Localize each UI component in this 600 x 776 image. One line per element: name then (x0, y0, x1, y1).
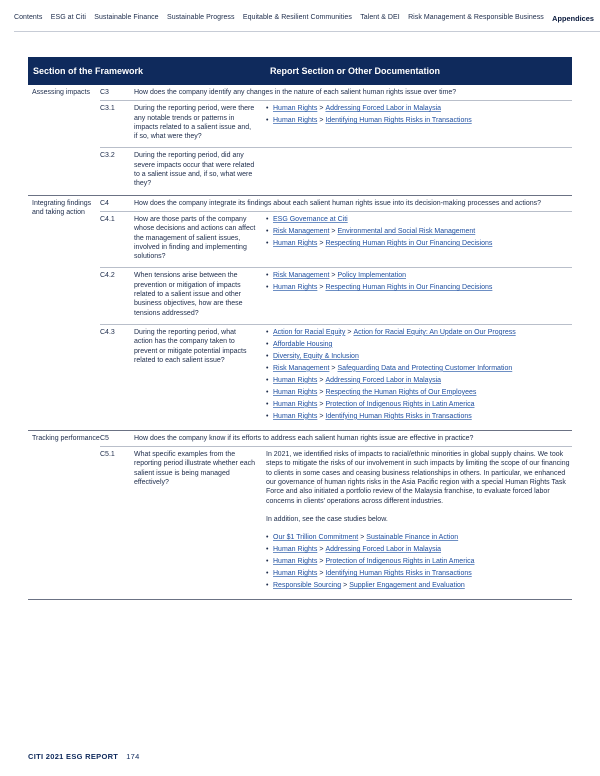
question-code: C3 (100, 89, 109, 96)
sub-question-row (100, 148, 572, 194)
question-code: C5 (100, 434, 109, 442)
sub-question-row (100, 101, 572, 148)
reference-link[interactable]: Respecting the Human Rights of Our Employees (325, 388, 477, 396)
reference-link[interactable]: Sustainable Finance in Action (366, 534, 459, 542)
reference-link[interactable]: Human Rights (273, 239, 318, 247)
sub-question-row (100, 268, 572, 324)
sub-question-code: C4.2 (100, 272, 115, 280)
reference-link[interactable]: Identifying Human Rights Risks in Transactions (325, 117, 472, 125)
reference-link[interactable]: Policy Implementation (337, 272, 406, 280)
reference-link[interactable]: Addressing Forced Labor in Malaysia (325, 546, 442, 554)
table-header (28, 57, 572, 85)
section-question-row (100, 196, 572, 212)
chevron-right-icon: > (331, 272, 336, 280)
reference-link[interactable]: Human Rights (273, 117, 318, 125)
reference-item (266, 215, 572, 224)
reference-item (266, 271, 572, 280)
reference-link[interactable]: Addressing Forced Labor in Malaysia (325, 105, 442, 113)
nav-item[interactable]: Sustainable Progress (166, 14, 235, 21)
chevron-right-icon: > (360, 534, 365, 542)
reference-item (266, 400, 572, 409)
report-references (260, 271, 572, 317)
reference-item (266, 328, 572, 337)
reference-link[interactable]: Human Rights (273, 105, 318, 113)
header-report-section: Report Section or Other Documentation (270, 66, 441, 76)
chevron-right-icon: > (319, 284, 324, 292)
reference-list (266, 328, 572, 421)
reference-list (266, 215, 572, 248)
section-question-row (100, 431, 572, 447)
reference-item (266, 116, 572, 125)
sub-question-row (100, 447, 572, 599)
section-label: Tracking performance (32, 434, 100, 442)
framework-section (28, 196, 572, 431)
reference-link[interactable]: Identifying Human Rights Risks in Transactions (325, 570, 472, 578)
chevron-right-icon: > (319, 105, 324, 113)
nav-divider (14, 31, 600, 32)
framework-table (28, 85, 572, 600)
reference-item (266, 364, 572, 373)
reference-item (266, 352, 572, 361)
chevron-right-icon: > (319, 376, 324, 384)
reference-link[interactable]: Our $1 Trillion Commitment (273, 534, 359, 542)
nav-item[interactable]: Sustainable Finance (94, 14, 159, 21)
page-footer (28, 752, 140, 761)
sub-question-code: C5.1 (100, 451, 115, 459)
reference-item (266, 104, 572, 113)
reference-item (266, 545, 572, 554)
reference-item (266, 569, 572, 578)
report-references (260, 215, 572, 261)
reference-item (266, 376, 572, 385)
sub-question-text: During the reporting period, did any severe impacts occur that were related to a salient issue and, if so, what were they? (134, 152, 255, 188)
reference-item (266, 283, 572, 292)
reference-link[interactable]: Human Rights (273, 376, 318, 384)
reference-link[interactable]: Responsible Sourcing (273, 582, 342, 590)
sub-question-text: During the reporting period, were there any notable trends or patterns in impacts related to a salient issue and, if so, what were they? (134, 105, 255, 141)
reference-item (266, 239, 572, 248)
reference-link[interactable]: Safeguarding Data and Protecting Customer Information (337, 364, 513, 372)
framework-section (28, 431, 572, 600)
question-text: How does the company integrate its findings about each salient human rights issue into its decision-making processes and actions? (134, 199, 542, 207)
chevron-right-icon: > (319, 239, 324, 247)
reference-link[interactable]: Respecting Human Rights in Our Financing Decisions (325, 239, 493, 247)
sub-question-code: C4.1 (100, 215, 115, 223)
sub-question-text: When tensions arise between the prevention or mitigation of impacts related to a salient issue and other business objectives, how are these tensions addressed? (134, 272, 243, 317)
section-question-row (100, 85, 572, 101)
reference-link[interactable]: Protection of Indigenous Rights in Latin America (325, 400, 475, 408)
reference-link[interactable]: ESG Governance at Citi (273, 215, 348, 223)
reference-list (266, 271, 572, 292)
reference-link[interactable]: Risk Management (273, 364, 330, 372)
chevron-right-icon: > (319, 388, 324, 396)
report-title: CITI 2021 ESG REPORT (28, 752, 119, 761)
report-references (260, 151, 572, 188)
nav-item[interactable]: Appendices (552, 14, 594, 23)
chevron-right-icon: > (319, 412, 324, 420)
sub-question-text: During the reporting period, what action has the company taken to prevent or mitigate potential impacts related to each salient issue? (134, 328, 247, 364)
reference-link[interactable]: Human Rights (273, 558, 318, 566)
report-references (260, 328, 572, 424)
reference-item (266, 412, 572, 421)
reference-link[interactable]: Action for Racial Equity (273, 328, 346, 336)
reference-link[interactable]: Human Rights (273, 570, 318, 578)
answer-paragraph: In 2021, we identified risks of impacts to racial/ethnic minorities in global supply chains. We took steps to mitigate the risks of our involvement in such impacts by limiting the scope of our financing to clients in some cases and ceasing business relationships in others. In particular, we enhanced our governance of human rights risks in the Asia Pacific region with a special Human Rights Task Force and also initiated a portfolio review of the Malaysia franchise, to evaluate forced labor concerns in clients' operations across different industries. (266, 451, 570, 505)
nav-item[interactable]: Equitable & Resilient Communities (242, 14, 352, 21)
reference-link[interactable]: Respecting Human Rights in Our Financing Decisions (325, 284, 493, 292)
reference-list (266, 104, 572, 125)
reference-link[interactable]: Risk Management (273, 227, 330, 235)
sub-question-code: C4.3 (100, 328, 115, 336)
chevron-right-icon: > (319, 400, 324, 408)
question-text: How does the company know if its efforts to address each salient human rights issue are effective in practice? (134, 434, 474, 442)
chevron-right-icon: > (331, 364, 336, 372)
framework-section (28, 85, 572, 196)
reference-item (266, 533, 572, 542)
page-number: 174 (126, 752, 140, 761)
report-references (260, 450, 572, 593)
reference-item (266, 557, 572, 566)
sub-question-code: C3.1 (100, 105, 115, 113)
reference-link[interactable]: Addressing Forced Labor in Malaysia (325, 376, 442, 384)
sub-question-text: What specific examples from the reporting period illustrate whether each salient issue is being managed effectively? (134, 451, 256, 486)
reference-link[interactable]: Action for Racial Equity: An Update on Our Progress (353, 328, 516, 336)
reference-item (266, 388, 572, 397)
sub-question-row (100, 325, 572, 430)
reference-link[interactable]: Diversity, Equity & Inclusion (273, 352, 359, 360)
chevron-right-icon: > (347, 328, 352, 336)
reference-list (266, 533, 572, 590)
nav-item[interactable]: Risk Management & Responsible Business (408, 14, 544, 21)
top-navigation (14, 14, 594, 23)
answer-paragraph: In addition, see the case studies below. (266, 515, 388, 523)
question-code: C4 (100, 199, 109, 207)
reference-item (266, 340, 572, 349)
report-references (260, 104, 572, 141)
reference-link[interactable]: Human Rights (273, 284, 318, 292)
reference-link[interactable]: Supplier Engagement and Evaluation (349, 582, 465, 590)
reference-link[interactable]: Environmental and Social Risk Management (337, 227, 476, 235)
chevron-right-icon: > (319, 570, 324, 578)
reference-link[interactable]: Protection of Indigenous Rights in Latin America (325, 558, 475, 566)
chevron-right-icon: > (319, 117, 324, 125)
reference-link[interactable]: Human Rights (273, 546, 318, 554)
question-text: How does the company identify any changes in the nature of each salient human rights issue over time? (134, 89, 457, 96)
section-label: Integrating findings and taking action (32, 199, 92, 216)
chevron-right-icon: > (331, 227, 336, 235)
section-label: Assessing impacts (32, 89, 90, 96)
sub-question-text: How are those parts of the company whose decisions and actions can affect the management of salient issues, involved in finding and implementing solutions? (134, 215, 256, 261)
chevron-right-icon: > (319, 558, 324, 566)
reference-link[interactable]: Human Rights (273, 388, 318, 396)
header-framework-section: Section of the Framework (33, 66, 144, 76)
reference-item (266, 227, 572, 236)
chevron-right-icon: > (319, 546, 324, 554)
chevron-right-icon: > (343, 582, 348, 590)
sub-question-row (100, 212, 572, 268)
nav-item[interactable]: Talent & DEI (360, 14, 400, 21)
reference-link[interactable]: Affordable Housing (273, 340, 333, 348)
reference-link[interactable]: Identifying Human Rights Risks in Transactions (325, 412, 472, 420)
reference-link[interactable]: Human Rights (273, 412, 318, 420)
reference-link[interactable]: Human Rights (273, 400, 318, 408)
nav-item[interactable]: ESG at Citi (50, 14, 86, 21)
reference-link[interactable]: Risk Management (273, 272, 330, 280)
nav-item[interactable]: Contents (14, 14, 43, 21)
sub-question-code: C3.2 (100, 152, 115, 160)
reference-item (266, 581, 572, 590)
